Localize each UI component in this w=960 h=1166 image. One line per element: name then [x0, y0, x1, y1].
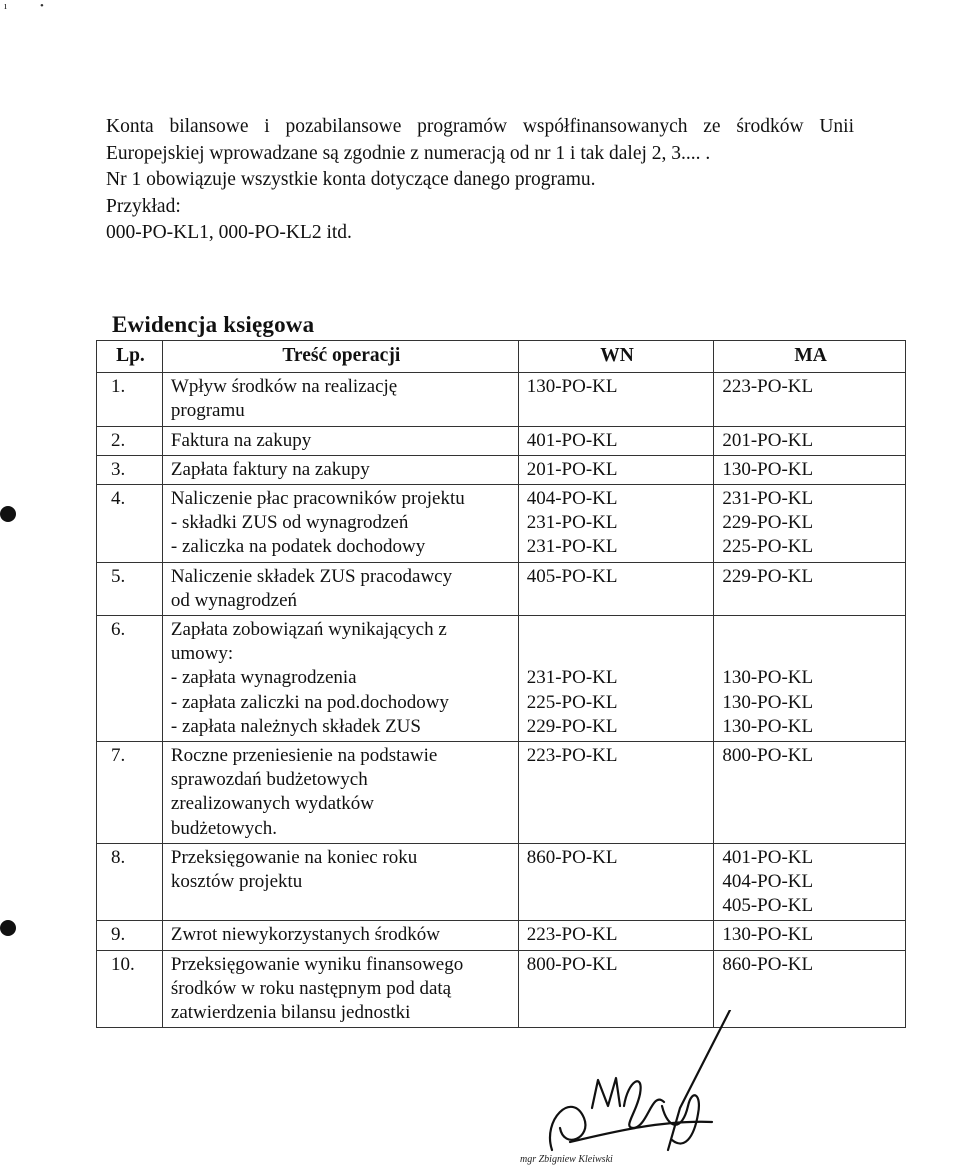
operation-description — [162, 373, 518, 426]
operation-description — [162, 843, 518, 921]
accounting-table — [96, 340, 906, 1028]
debit-account — [518, 373, 714, 426]
credit-account — [714, 485, 906, 563]
debit-account — [518, 616, 714, 742]
cell-line: Naliczenie płac pracowników projektu — [170, 488, 465, 510]
cell-line: zatwierdzenia bilansu jednostki — [170, 1002, 411, 1024]
cell-line: 223-PO-KL — [526, 924, 618, 946]
debit-account — [518, 455, 714, 484]
header-ma: MA — [714, 341, 906, 373]
cell-line: 229-PO-KL — [722, 512, 814, 534]
cell-line: Wpływ środków na realizację — [170, 376, 398, 398]
cell-line — [722, 642, 899, 666]
signature-scribble — [550, 1010, 730, 1150]
cell-line: zrealizowanych wydatków — [170, 793, 375, 815]
row-number: 7. — [97, 742, 163, 844]
credit-account — [714, 562, 906, 615]
cell-line: 225-PO-KL — [722, 536, 814, 558]
operation-description — [162, 485, 518, 563]
header-desc: Treść operacji — [162, 341, 518, 373]
row-number: 10. — [97, 950, 163, 1028]
cell-line: umowy: — [170, 643, 234, 665]
cell-line: 229-PO-KL — [526, 715, 618, 737]
cell-line: 130-PO-KL — [722, 691, 814, 713]
operation-description — [162, 455, 518, 484]
cell-line: - zapłata należnych składek ZUS — [170, 715, 421, 737]
table-body — [97, 373, 906, 1028]
table-row — [97, 562, 906, 615]
table-row — [97, 426, 906, 455]
binder-hole-mark — [0, 920, 16, 936]
row-number: 4. — [97, 485, 163, 563]
row-number: 5. — [97, 562, 163, 615]
operation-description — [162, 921, 518, 950]
cell-line: Przeksięgowanie na koniec roku — [170, 846, 418, 868]
cell-line: 860-PO-KL — [722, 953, 814, 975]
credit-account — [714, 373, 906, 426]
cell-line: 800-PO-KL — [526, 953, 618, 975]
cell-line: 405-PO-KL — [722, 895, 814, 917]
cell-line: 201-PO-KL — [722, 429, 814, 451]
cell-line: programu — [170, 400, 245, 422]
cell-line: środków w roku następnym pod datą — [170, 977, 452, 999]
intro-line: 000-PO-KL1, 000-PO-KL2 itd. — [106, 222, 352, 243]
cell-line: - zaliczka na podatek dochodowy — [170, 536, 426, 558]
signature — [512, 1010, 742, 1166]
cell-line: Roczne przeniesienie na podstawie — [170, 745, 438, 767]
cell-line — [722, 618, 899, 642]
debit-account — [518, 562, 714, 615]
cell-line: Faktura na zakupy — [170, 429, 312, 451]
operation-description — [162, 426, 518, 455]
credit-account — [714, 921, 906, 950]
header-lp: Lp. — [97, 341, 163, 373]
cell-line: Zwrot niewykorzystanych środków — [170, 924, 441, 946]
cell-line: 225-PO-KL — [526, 691, 618, 713]
intro-line: Konta bilansowe i pozabilansowe programów współfinansowanych ze środków Unii — [106, 116, 854, 137]
row-number: 8. — [97, 843, 163, 921]
row-number: 2. — [97, 426, 163, 455]
cell-line: 231-PO-KL — [526, 536, 618, 558]
table-row — [97, 742, 906, 844]
table-row — [97, 485, 906, 563]
table-row — [97, 373, 906, 426]
signature-caption: mgr Zbigniew Kleiwski — [520, 1154, 613, 1165]
cell-line: 223-PO-KL — [526, 745, 618, 767]
intro-line: Europejskiej wprowadzane są zgodnie z numeracją od nr 1 i tak dalej 2, 3.... . — [106, 142, 711, 164]
header-wn: WN — [518, 341, 714, 373]
cell-line: 130-PO-KL — [722, 667, 814, 689]
cell-line: 223-PO-KL — [722, 376, 814, 398]
debit-account — [518, 426, 714, 455]
cell-line: 404-PO-KL — [722, 871, 814, 893]
cell-line: sprawozdań budżetowych — [170, 769, 368, 791]
intro-paragraph — [106, 114, 854, 247]
cell-line: - składki ZUS od wynagrodzeń — [170, 512, 409, 534]
cell-line: Zapłata zobowiązań wynikających z — [170, 619, 447, 641]
cell-line: Zapłata faktury na zakupy — [170, 458, 370, 480]
table-header-row — [97, 341, 906, 373]
cell-line: 860-PO-KL — [526, 846, 618, 868]
cell-line: Przeksięgowanie wyniku finansowego — [170, 953, 464, 975]
credit-account — [714, 843, 906, 921]
cell-line: 800-PO-KL — [722, 745, 814, 767]
cell-line: kosztów projektu — [170, 871, 303, 893]
cell-line: 231-PO-KL — [526, 512, 618, 534]
row-number: 9. — [97, 921, 163, 950]
table-row — [97, 921, 906, 950]
debit-account — [518, 921, 714, 950]
cell-line: 231-PO-KL — [526, 667, 618, 689]
cell-line: 404-PO-KL — [526, 488, 618, 510]
cell-line: od wynagrodzeń — [170, 589, 298, 611]
credit-account — [714, 616, 906, 742]
credit-account — [714, 455, 906, 484]
operation-description — [162, 562, 518, 615]
cell-line: 130-PO-KL — [722, 924, 814, 946]
cell-line: Naliczenie składek ZUS pracodawcy — [170, 565, 453, 587]
binder-hole-mark — [0, 506, 16, 522]
cell-line: 405-PO-KL — [526, 565, 618, 587]
table-row — [97, 950, 906, 1028]
cell-line: budżetowych. — [170, 817, 277, 839]
row-number: 3. — [97, 455, 163, 484]
cell-line: 130-PO-KL — [722, 715, 814, 737]
operation-description — [162, 950, 518, 1028]
debit-account — [518, 485, 714, 563]
cell-line: 229-PO-KL — [722, 565, 814, 587]
debit-account — [518, 843, 714, 921]
credit-account — [714, 426, 906, 455]
scan-mark: ı • — [4, 0, 44, 12]
cell-line: - zapłata wynagrodzenia — [170, 667, 357, 689]
cell-line — [527, 618, 708, 642]
intro-line: Przykład: — [106, 195, 181, 217]
operation-description — [162, 616, 518, 742]
cell-line: 201-PO-KL — [526, 458, 618, 480]
cell-line: 401-PO-KL — [526, 429, 618, 451]
row-number: 6. — [97, 616, 163, 742]
cell-line — [527, 642, 708, 666]
intro-line: Nr 1 obowiązuje wszystkie konta dotyczące danego programu. — [106, 169, 596, 190]
debit-account — [518, 742, 714, 844]
cell-line: 130-PO-KL — [526, 376, 618, 398]
operation-description — [162, 742, 518, 844]
cell-line: 130-PO-KL — [722, 458, 814, 480]
cell-line: 231-PO-KL — [722, 488, 814, 510]
cell-line: 401-PO-KL — [722, 846, 814, 868]
credit-account — [714, 742, 906, 844]
table-row — [97, 843, 906, 921]
cell-line: - zapłata zaliczki na pod.dochodowy — [170, 691, 449, 713]
table-row — [97, 455, 906, 484]
row-number: 1. — [97, 373, 163, 426]
table-row — [97, 616, 906, 742]
section-title: Ewidencja księgowa — [112, 312, 315, 337]
credit-account — [714, 950, 906, 1028]
